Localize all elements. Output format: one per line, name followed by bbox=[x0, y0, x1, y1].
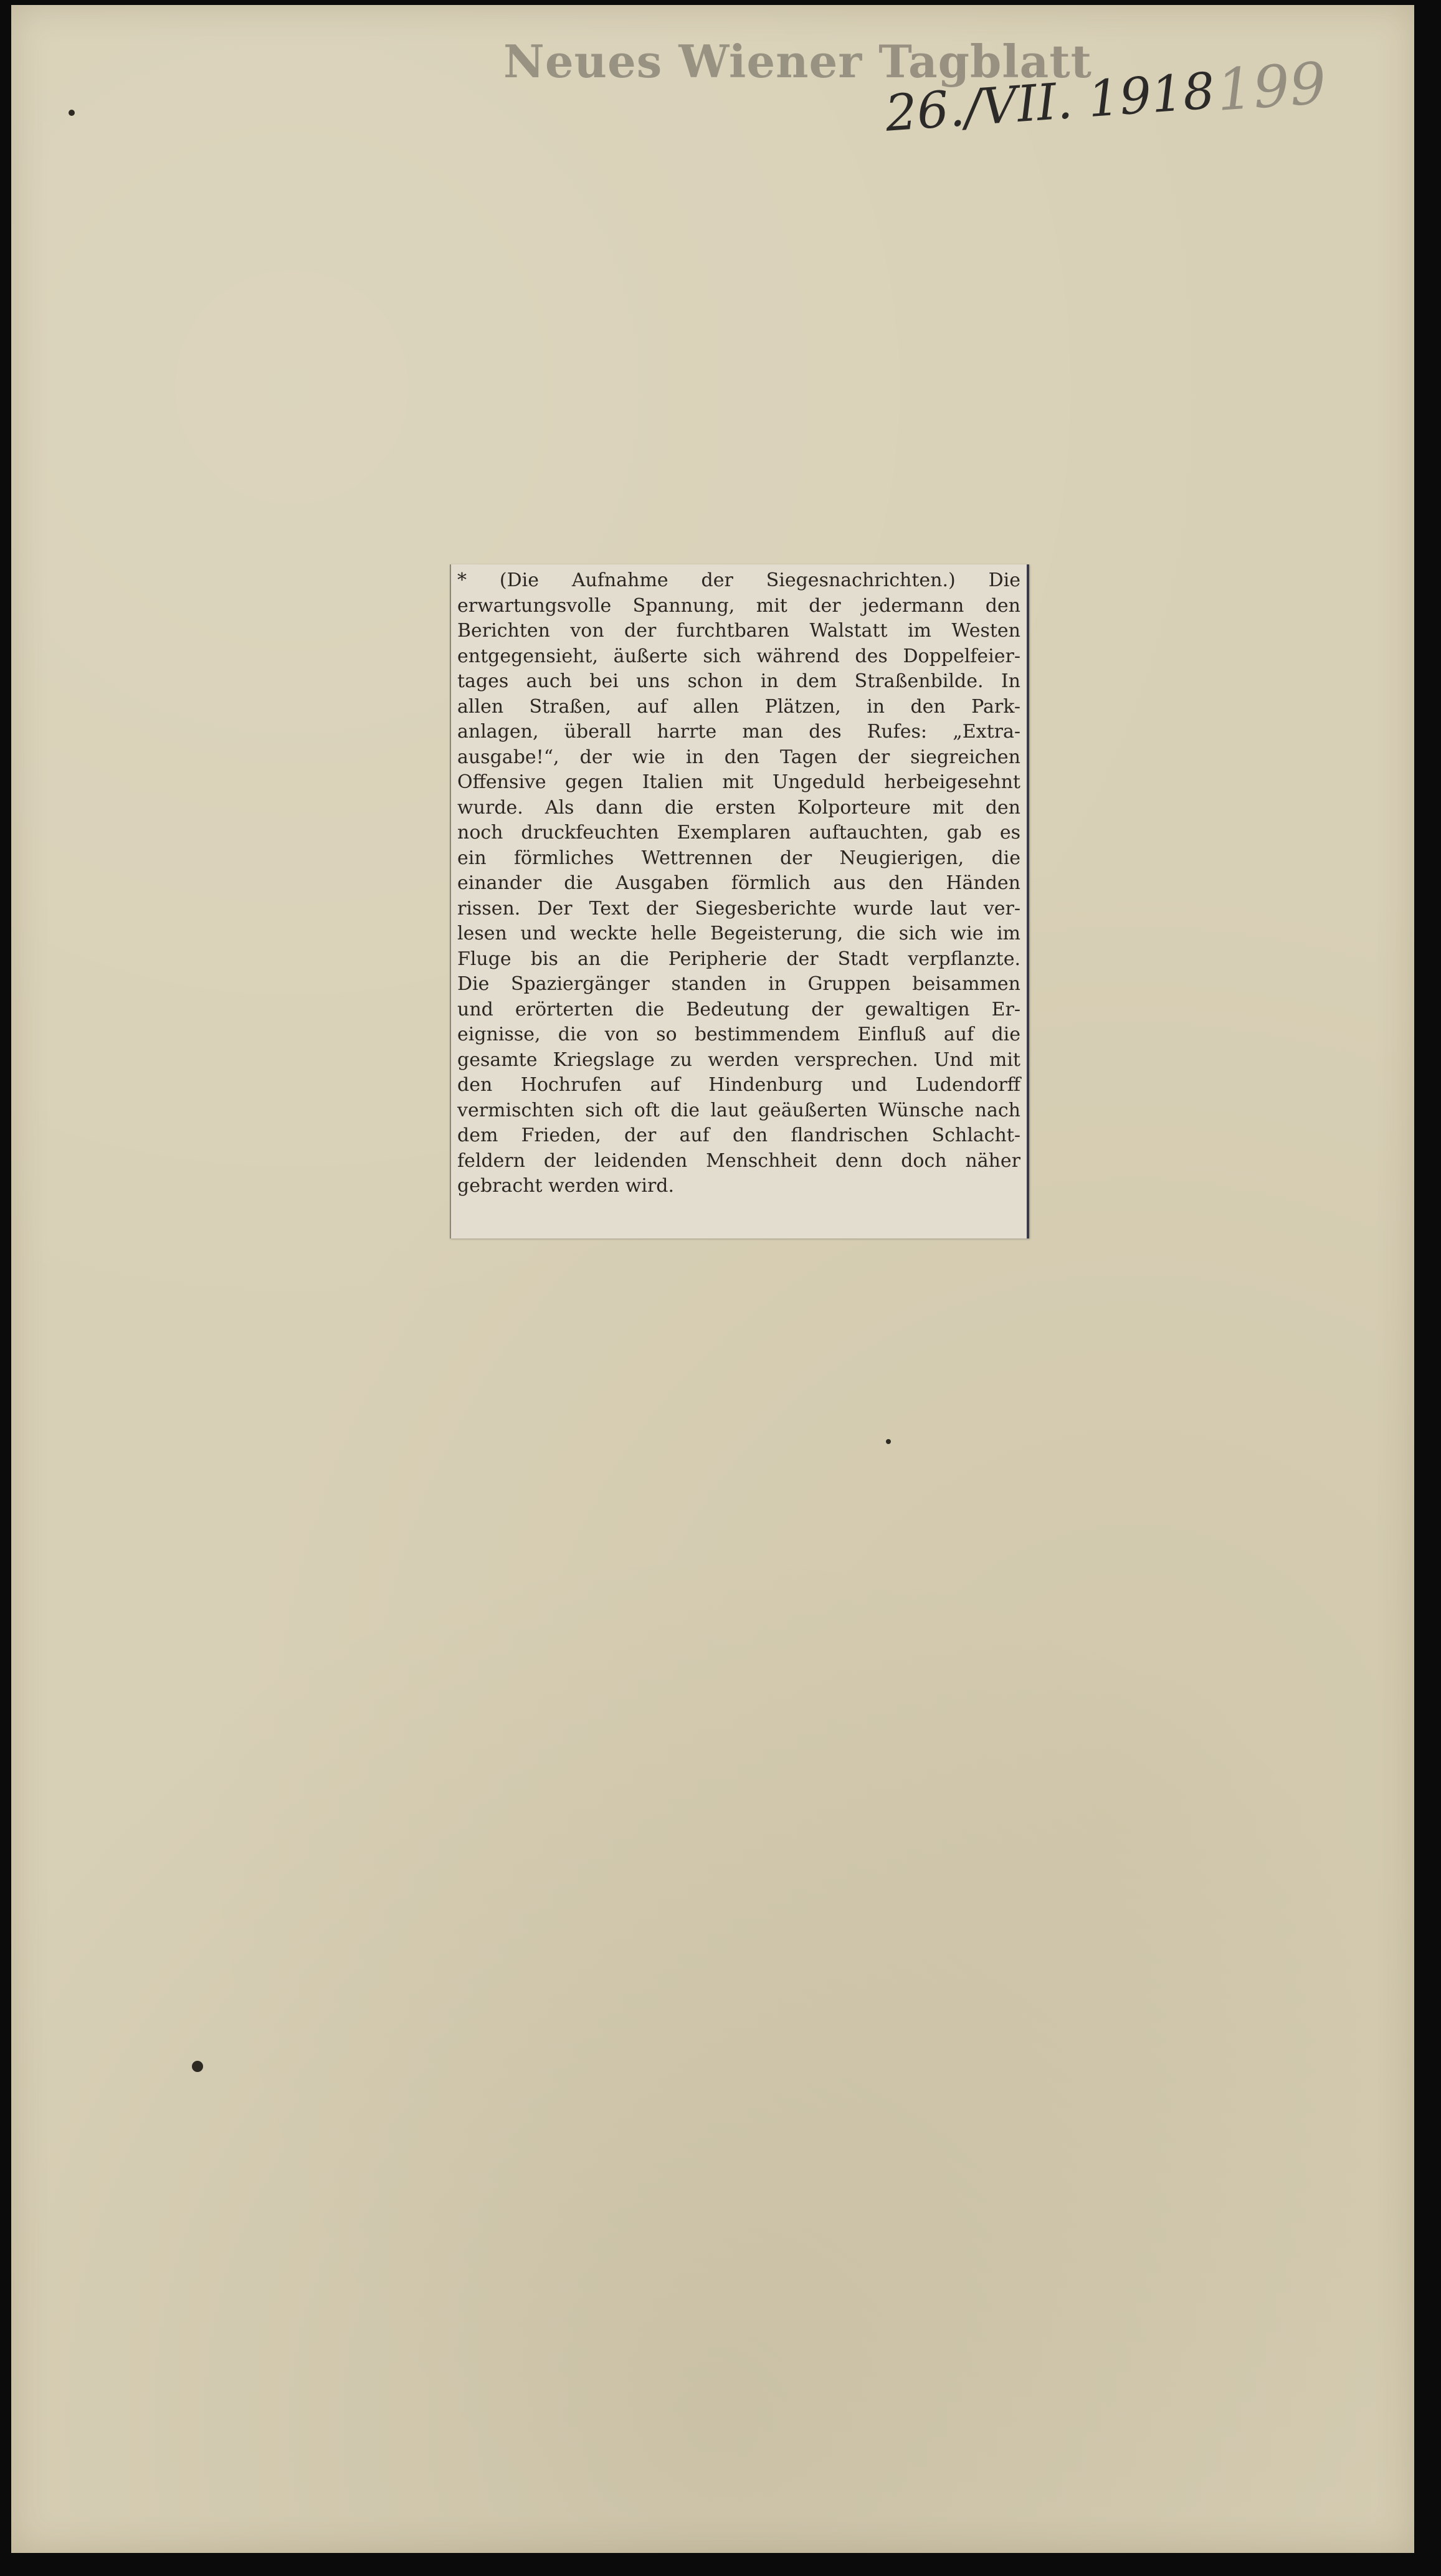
archive-sheet bbox=[11, 5, 1414, 2553]
article-text bbox=[457, 568, 1020, 1199]
article-line: Die Spaziergänger standen in Gruppen beisammen bbox=[457, 973, 1020, 995]
article-line: gebracht werden wird. bbox=[457, 1175, 675, 1197]
article-line: ein förmliches Wettrennen der Neugierigen, die bbox=[457, 847, 1020, 869]
article-line: wurde. Als dann die ersten Kolporteure mit den bbox=[457, 796, 1020, 819]
article-line: entgegensieht, äußerte sich während des Doppelfeier- bbox=[457, 645, 1020, 667]
article-line: und erörterten die Bedeutung der gewaltigen Er- bbox=[457, 998, 1020, 1020]
article-line: lesen und weckte helle Begeisterung, die sich wie im bbox=[457, 923, 1020, 944]
article-line: ausgabe!“, der wie in den Tagen der siegreichen bbox=[457, 746, 1020, 768]
folio-number: 199 bbox=[1214, 50, 1329, 124]
newspaper-stamp: Neues Wiener Tagblatt bbox=[503, 35, 1092, 88]
paper-speck bbox=[886, 1439, 891, 1444]
newspaper-clipping bbox=[450, 564, 1029, 1238]
article-line: anlagen, überall harrte man des Rufes: „Extra- bbox=[457, 721, 1020, 743]
article-line: gesamte Kriegslage zu werden versprechen. Und mit bbox=[457, 1048, 1020, 1071]
handwritten-date: 26./VII. 1918 bbox=[883, 62, 1217, 143]
article-line: vermischten sich oft die laut geäußerten Wünsche nach bbox=[457, 1099, 1020, 1121]
article-line: den Hochrufen auf Hindenburg und Ludendorff bbox=[457, 1074, 1020, 1096]
article-line: Fluge bis an die Peripherie der Stadt verpflanzte. bbox=[457, 948, 1020, 970]
article-line: * (Die Aufnahme der Siegesnachrichten.) Die bbox=[457, 569, 1020, 591]
paper-speck bbox=[192, 2061, 203, 2072]
article-line: dem Frieden, der auf den flandrischen Schlacht- bbox=[457, 1124, 1020, 1146]
article-line: eignisse, die von so bestimmendem Einfluß auf die bbox=[457, 1024, 1020, 1045]
article-line: Offensive gegen Italien mit Ungeduld herbeigesehnt bbox=[457, 771, 1020, 793]
article-line: einander die Ausgaben förmlich aus den Händen bbox=[457, 872, 1020, 894]
article-line: noch druckfeuchten Exemplaren auftauchten, gab es bbox=[457, 822, 1020, 844]
article-line: feldern der leidenden Menschheit denn doch näher bbox=[457, 1149, 1020, 1172]
article-line: tages auch bei uns schon in dem Straßenbilde. In bbox=[457, 670, 1020, 692]
article-line: rissen. Der Text der Siegesberichte wurde laut ver- bbox=[457, 897, 1020, 920]
article-line: Berichten von der furchtbaren Walstatt im Westen bbox=[457, 620, 1020, 642]
paper-speck bbox=[69, 110, 75, 116]
article-line: allen Straßen, auf allen Plätzen, in den Park- bbox=[457, 695, 1020, 718]
article-line: erwartungsvolle Spannung, mit der jedermann den bbox=[457, 594, 1020, 617]
